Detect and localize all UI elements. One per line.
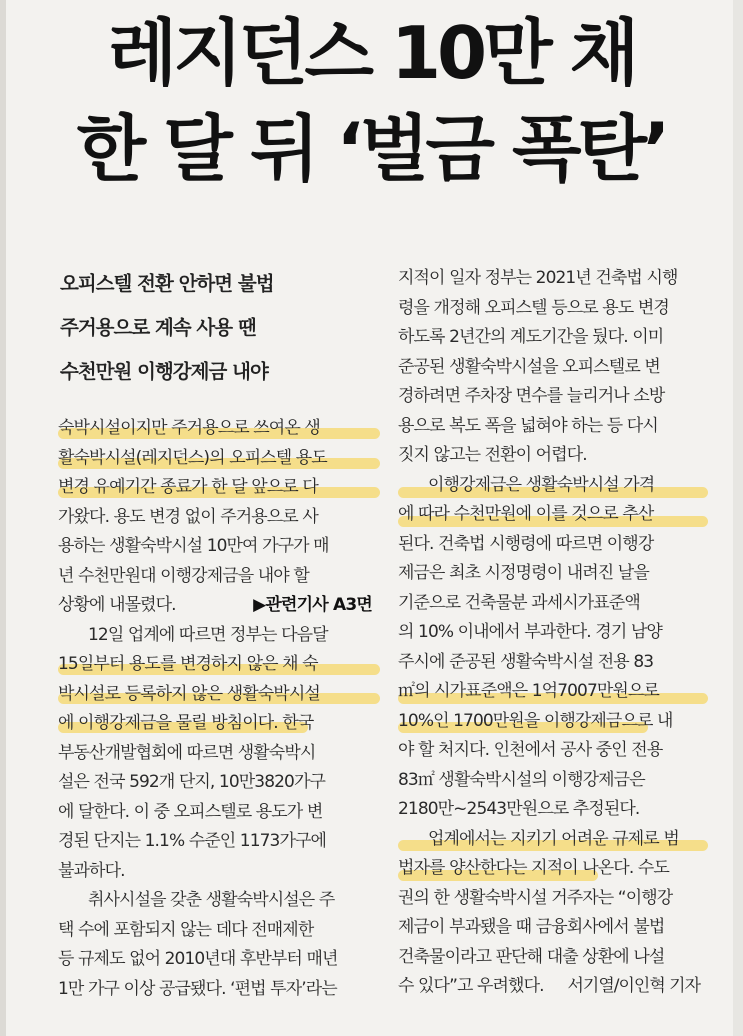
body-line: 지적이 일자 정부는 2021년 건축법 시행: [398, 268, 678, 288]
headline-line-1: 레지던스 10만 채: [107, 11, 636, 95]
body-line: 법자를 양산한다는 지적이 나온다. 수도: [398, 858, 669, 878]
body-line: 기준으로 건축물분 과세시가표준액: [398, 592, 640, 613]
body-line: 상황에 내몰렸다.: [58, 595, 176, 615]
body-line: 에 달한다. 이 중 오피스텔로 용도가 변: [58, 801, 323, 822]
byline: 서기열/이인혁 기자: [567, 976, 700, 996]
body-line: 권의 한 생활숙박시설 거주자는 “이행강: [398, 887, 673, 908]
body-line: 경된 단지는 1.1% 수준인 1173가구에: [58, 831, 327, 851]
body-line: 짓지 않고는 전환이 어렵다.: [398, 445, 587, 465]
body-line: 활숙박시설(레지던스)의 오피스텔 용도: [58, 447, 327, 468]
body-line: 10%인 1700만원을 이행강제금으로 내: [398, 710, 673, 731]
body-line: 수 있다”고 우려했다.: [398, 976, 544, 996]
body-line: 1만 가구 이상 공급됐다. ‘편법 투자’라는: [58, 978, 337, 999]
body-line: 취사시설을 갖춘 생활숙박시설은 주: [88, 890, 335, 910]
body-line: 제금이 부과됐을 때 금융회사에서 불법: [398, 917, 665, 937]
body-line: 하도록 2년간의 계도기간을 뒀다. 이미: [398, 327, 664, 347]
subheadline-line-1: 오피스텔 전환 안하면 불법: [60, 272, 274, 295]
body-line: 에 따라 수천만원에 이를 것으로 추산: [398, 504, 654, 524]
body-line: 에 이행강제금을 물릴 방침이다. 한국: [58, 713, 314, 733]
body-line-with-byline: [398, 972, 708, 1002]
body-line: 등 규제도 없어 2010년대 후반부터 매년: [58, 949, 338, 969]
body-line: 의 10% 이내에서 부과한다. 경기 남양: [398, 622, 662, 642]
body-line: 박시설로 등록하지 않은 생활숙박시설: [58, 683, 320, 704]
body-line: 년 수천만원대 이행강제금을 내야 할: [58, 565, 309, 586]
body-line: 주시에 준공된 생활숙박시설 전용 83: [398, 651, 654, 672]
body-line: 택 수에 포함되지 않는 데다 전매제한: [58, 919, 314, 940]
body-line: 건축물이라고 판단해 대출 상환에 나설: [398, 946, 665, 967]
body-line: 령을 개정해 오피스텔 등으로 용도 변경: [398, 297, 669, 318]
body-line: 준공된 생활숙박시설을 오피스텔로 변: [398, 356, 660, 377]
body-line: 83㎡ 생활숙박시설의 이행강제금은: [398, 769, 645, 790]
body-line: 경하려면 주차장 면수를 늘리거나 소방: [398, 386, 665, 406]
article-left-column: [58, 414, 380, 1004]
body-line: 야 할 처지다. 인천에서 공사 중인 전용: [398, 740, 663, 760]
body-line: 15일부터 용도를 변경하지 않은 채 숙: [58, 654, 318, 674]
headline-line-2: 한 달 뒤 ‘벌금 폭탄’: [76, 107, 667, 191]
body-line: 2180만~2543만원으로 추정된다.: [398, 799, 640, 819]
body-line: 불과하다.: [58, 860, 125, 881]
body-line: 숙박시설이지만 주거용으로 쓰여온 생: [58, 418, 320, 438]
article-right-column: [398, 264, 708, 1002]
body-line: 용하는 생활숙박시설 10만여 가구가 매: [58, 536, 329, 556]
body-line-with-related: [58, 591, 380, 621]
body-line: 이행강제금은 생활숙박시설 가격: [428, 474, 655, 495]
body-line: 된다. 건축법 시행령에 따르면 이행강: [398, 533, 654, 554]
subheadline-line-3: 수천만원 이행강제금 내야: [60, 360, 268, 383]
body-line: ㎡의 시가표준액은 1억7007만원으로: [398, 681, 659, 701]
body-line: 업계에서는 지키기 어려운 규제로 범: [428, 828, 679, 849]
body-line: 12일 업계에 따르면 정부는 다음달: [88, 624, 328, 645]
body-line: 제금은 최초 시정명령이 내려진 날을: [398, 563, 649, 583]
body-line: 가왔다. 용도 변경 없이 주거용으로 사: [58, 506, 318, 527]
related-article-link[interactable]: ▶관련기사 A3면: [253, 595, 372, 615]
body-line: 용으로 복도 폭을 넓혀야 하는 등 다시: [398, 415, 658, 436]
subheadline-line-2: 주거용으로 계속 사용 땐: [60, 316, 256, 339]
body-line: 부동산개발협회에 따르면 생활숙박시: [58, 742, 316, 763]
body-line: 설은 전국 592개 단지, 10만3820가구: [58, 772, 325, 792]
body-line: 변경 유예기간 종료가 한 달 앞으로 다: [58, 477, 318, 497]
